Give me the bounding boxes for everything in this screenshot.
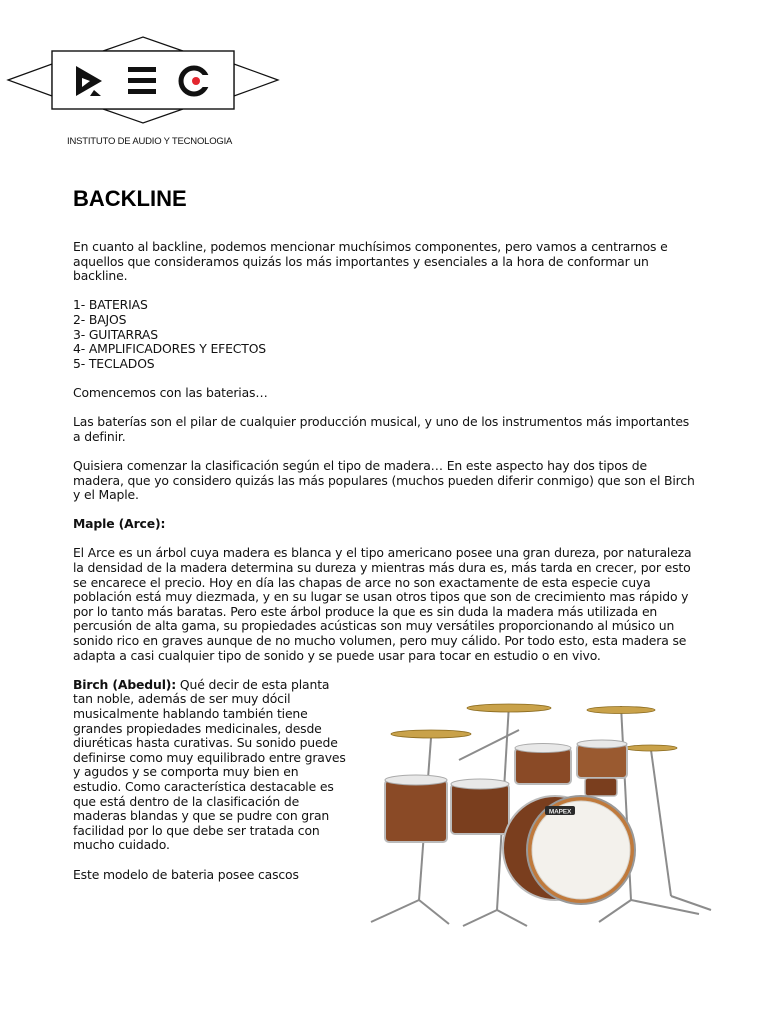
start-paragraph: Comencemos con las baterias… [73,384,268,400]
list-item: 1- BATERIAS [73,297,148,313]
institute-logo [6,34,280,130]
intro-paragraph: En cuanto al backline, podemos mencionar muchísimos componentes, pero vamos a centrarnos e aquellos que consideramos quizás los más importantes y esenciales a la hora de conformar un backline. [73,239,668,284]
birch-heading: Birch (Abedul): [73,676,177,692]
classification-paragraph: Quisiera comenzar la clasificación según el tipo de madera… En este aspecto hay dos tipos de madera, que yo considero quizás las más populares (muchos pueden diferir conmigo) que son el Birch y el Maple. [73,457,695,503]
page-title: BACKLINE [73,186,187,211]
drum-kit-image [359,700,719,930]
birch-text: Qué decir de esta planta tan noble, además de ser muy dócil musicalmente hablando también tiene grandes propiedades medicinales, desde diuréticas hasta curativas. Su sonido puede definirse como muy equilibrado entre graves y agudos y se comporta muy bien en estudio. Como característica destacable es que está dentro de la clasificación de maderas blandas y que se pudre con gran facilidad por lo que debe ser tratada con mucho cuidado. [73,676,346,853]
maple-heading: Maple (Arce): [73,516,166,532]
maple-paragraph: El Arce es un árbol cuya madera es blanca y el tipo americano posee una gran dureza, por naturaleza la densidad de la madera determina su dureza y mientras más dura es, más tarda en crecer, por esto se encarece el precio. Hoy en día las chapas de arce no son exactamente de esta especie cuya población está muy diezmada, y en su lugar se usan otros tipos que son de crecimiento mas rápido y por lo tanto más baratas. Pero este árbol produce la que es sin duda la madera más utilizada en percusión de alta gama, su propiedades acústicas son muy versátiles proporcionando al músico un sonido rico en graves aunque de no mucho volumen, pero muy cálido. Por todo esto, esta madera se adapta a casi cualquier tipo de sonido y se puede usar para tocar en estudio o en vivo. [73,545,692,663]
component-list [73,298,699,371]
list-item: 4- AMPLIFICADORES Y EFECTOS [73,341,267,357]
document-body [73,240,699,930]
list-item: 5- TECLADOS [73,355,155,371]
bass-drum-badge: MAPEX [548,808,572,816]
list-item: 3- GUITARRAS [73,326,158,342]
pillar-paragraph: Las baterías son el pilar de cualquier producción musical, y uno de los instrumentos más importantes a definir. [73,414,690,444]
model-paragraph: Este modelo de bateria posee cascos [73,866,299,882]
logo-caption: INSTITUTO DE AUDIO Y TECNOLOGIA [67,136,233,147]
menu-lines-icon [128,67,156,94]
list-item: 2- BAJOS [73,311,127,327]
bass-drum [503,796,635,904]
